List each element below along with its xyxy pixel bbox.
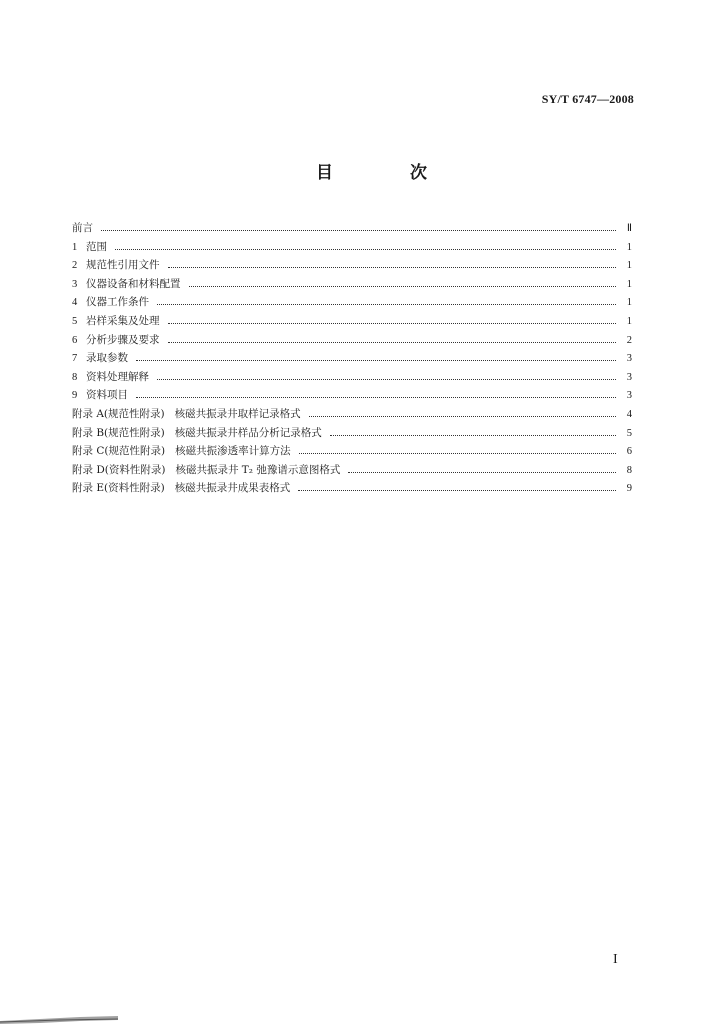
toc-appendix-entry[interactable] bbox=[72, 424, 632, 443]
toc-entry[interactable] bbox=[72, 312, 632, 331]
toc-entry-page: 3 bbox=[626, 371, 632, 383]
toc-entry-page: 1 bbox=[626, 260, 632, 272]
toc-title: 目 次 bbox=[316, 163, 457, 183]
toc-entry-label: 仪器设备和材料配置 bbox=[86, 277, 181, 290]
toc-appendix-label: 附录 D(资料性附录) bbox=[72, 463, 166, 476]
toc-entry-label: 资料处理解释 bbox=[86, 370, 149, 383]
toc-entry-number: 6 bbox=[72, 334, 78, 346]
dot-leader bbox=[299, 453, 616, 454]
toc-entry[interactable] bbox=[72, 219, 632, 238]
toc-entry-number: 2 bbox=[72, 260, 78, 272]
toc-entry-number: 8 bbox=[72, 371, 78, 383]
toc-appendix-entry[interactable] bbox=[72, 461, 632, 480]
dot-leader bbox=[168, 323, 617, 324]
toc-entry-number: 1 bbox=[72, 241, 78, 253]
toc-entry[interactable] bbox=[72, 293, 632, 312]
dot-leader bbox=[330, 435, 616, 436]
toc-appendix-label: 附录 A(规范性附录) bbox=[72, 407, 165, 420]
toc-appendix-title: 核磁共振渗透率计算方法 bbox=[175, 445, 291, 458]
dot-leader bbox=[157, 379, 616, 380]
dot-leader bbox=[348, 472, 616, 473]
toc-entry-number: 3 bbox=[72, 278, 78, 290]
toc-entry-page: 3 bbox=[626, 390, 632, 402]
dot-leader bbox=[136, 397, 616, 398]
toc-entry[interactable] bbox=[72, 349, 632, 368]
toc-entry-page: 8 bbox=[626, 464, 632, 476]
toc-entry[interactable] bbox=[72, 386, 632, 405]
toc-appendix-title: 核磁共振录井 T₂ 弛豫谱示意图格式 bbox=[175, 463, 341, 476]
toc-entry-label: 规范性引用文件 bbox=[86, 259, 160, 272]
toc-entry-page: 2 bbox=[626, 334, 632, 346]
toc-appendix-title: 核磁共振录井成果表格式 bbox=[174, 482, 291, 495]
dot-leader bbox=[136, 360, 616, 361]
toc-appendix-label: 附录 C(规范性附录) bbox=[72, 445, 166, 458]
dot-leader bbox=[157, 304, 616, 305]
toc-entry-page: Ⅱ bbox=[626, 223, 632, 234]
page-number: I bbox=[613, 952, 618, 967]
standard-code: SY/T 6747—2008 bbox=[541, 92, 634, 106]
scan-artifact bbox=[0, 1011, 118, 1024]
toc-appendix-entry[interactable] bbox=[72, 479, 632, 498]
dot-leader bbox=[168, 267, 617, 268]
toc-appendix-title: 核磁共振录井取样记录格式 bbox=[174, 407, 301, 420]
toc-entry-label: 岩样采集及处理 bbox=[86, 314, 160, 327]
toc-entry-label: 录取参数 bbox=[86, 352, 128, 365]
toc-entry-number: 5 bbox=[72, 315, 78, 327]
toc-entry-page: 3 bbox=[626, 353, 632, 365]
toc-entry-number: 9 bbox=[72, 390, 78, 402]
toc-entry-page: 5 bbox=[626, 427, 632, 439]
toc-appendix-entry[interactable] bbox=[72, 405, 632, 424]
toc-entry-page: 6 bbox=[626, 446, 632, 458]
toc-entry-page: 1 bbox=[626, 241, 632, 253]
toc-appendix-label: 附录 E(资料性附录) bbox=[72, 482, 165, 495]
toc-appendix-title: 核磁共振录井样品分析记录格式 bbox=[174, 426, 322, 439]
toc-appendix-label: 附录 B(规范性附录) bbox=[72, 426, 165, 439]
toc-entry-label: 分析步骤及要求 bbox=[86, 333, 160, 346]
toc-entry-label: 资料项目 bbox=[86, 389, 128, 402]
dot-leader bbox=[115, 249, 616, 250]
dot-leader bbox=[189, 286, 617, 287]
toc-entry[interactable] bbox=[72, 238, 632, 257]
toc-entry-page: 1 bbox=[626, 315, 632, 327]
toc-entry[interactable] bbox=[72, 256, 632, 275]
dot-leader bbox=[298, 490, 616, 491]
toc-entry[interactable] bbox=[72, 368, 632, 387]
toc-entry-number: 7 bbox=[72, 353, 78, 365]
toc-entry-label: 仪器工作条件 bbox=[86, 296, 149, 309]
toc-entry-page: 9 bbox=[626, 483, 632, 495]
toc-entry-page: 1 bbox=[626, 297, 632, 309]
toc-entry-page: 1 bbox=[626, 278, 632, 290]
toc-list bbox=[72, 219, 632, 498]
toc-entry-label: 范围 bbox=[86, 240, 107, 253]
toc-entry-page: 4 bbox=[626, 408, 632, 420]
toc-entry[interactable] bbox=[72, 275, 632, 294]
toc-entry[interactable] bbox=[72, 331, 632, 350]
toc-appendix-entry[interactable] bbox=[72, 442, 632, 461]
dot-leader bbox=[168, 342, 617, 343]
dot-leader bbox=[309, 416, 616, 417]
toc-entry-number: 4 bbox=[72, 297, 78, 309]
dot-leader bbox=[101, 230, 616, 231]
toc-entry-label: 前言 bbox=[72, 222, 93, 234]
